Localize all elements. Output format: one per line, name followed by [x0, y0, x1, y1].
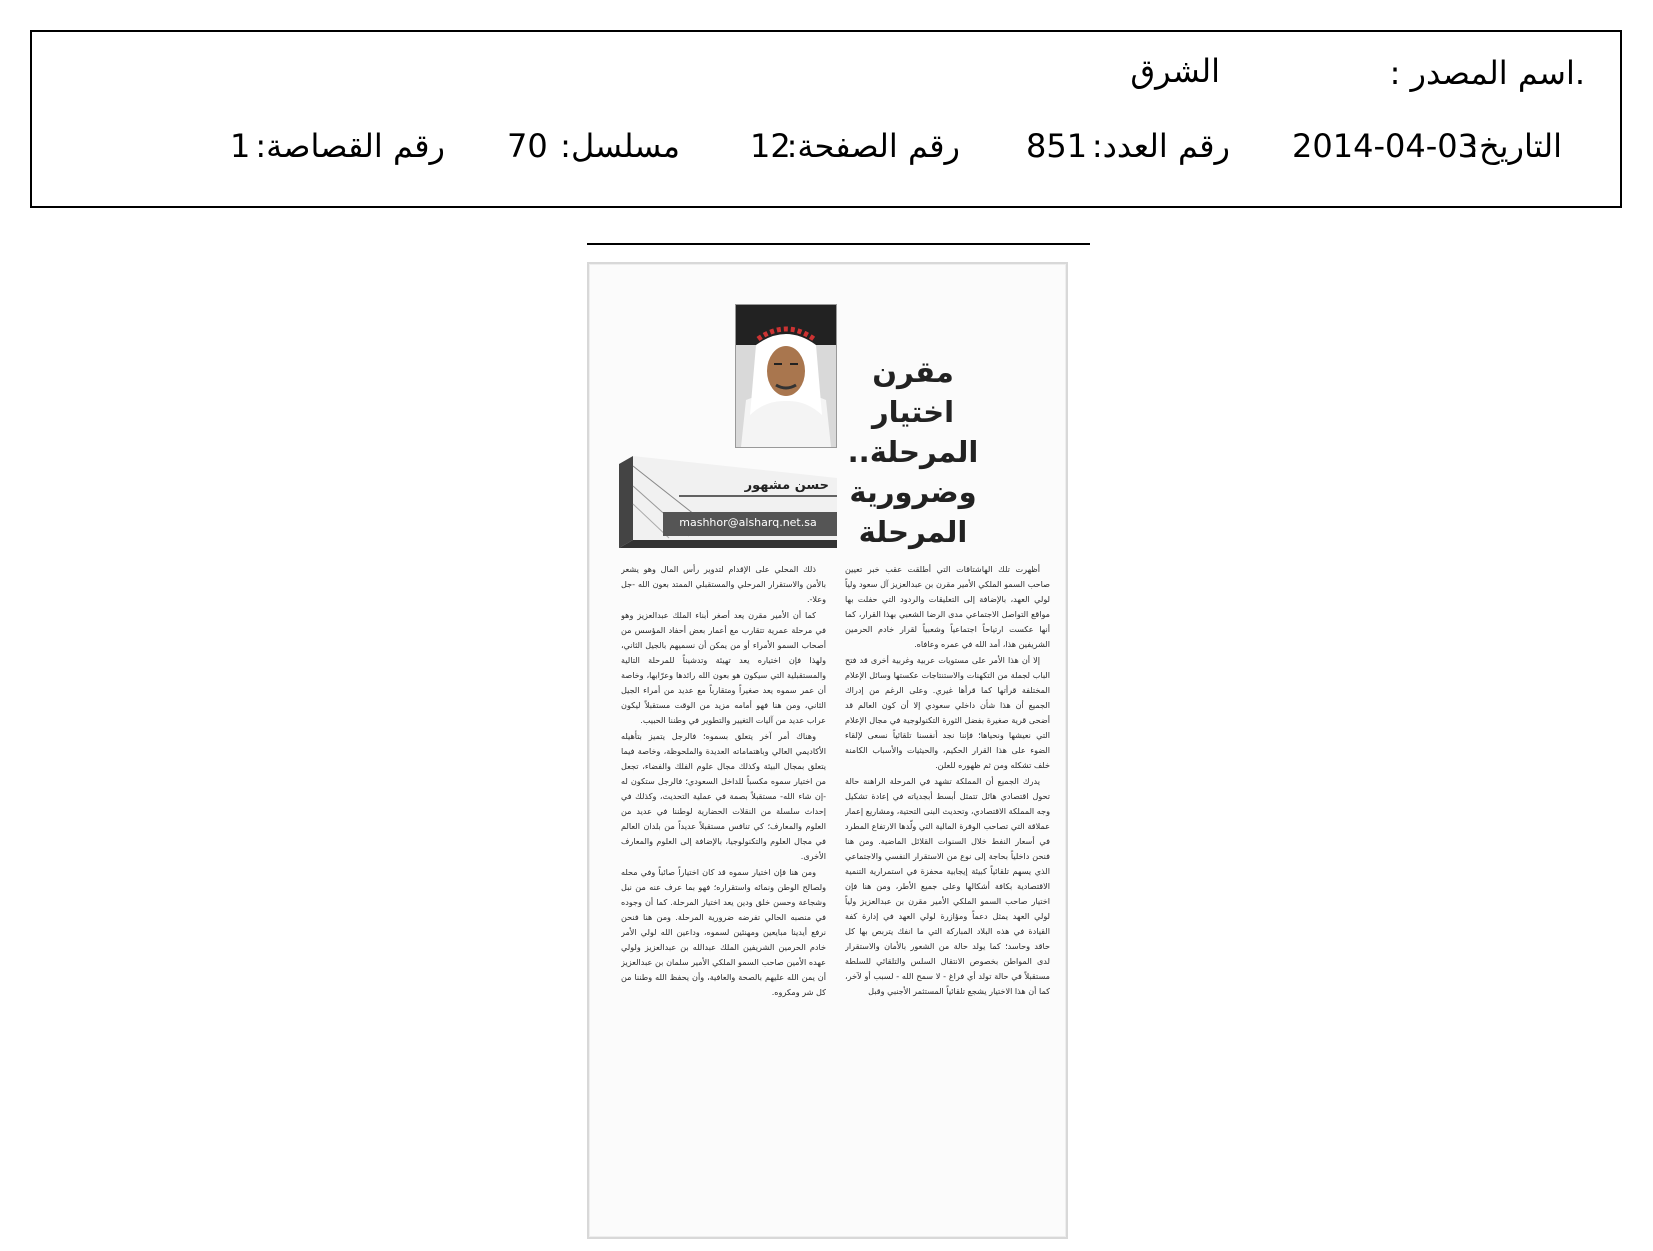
article-paragraph: كما أن الأمير مقرن يعد أصغر أبناء الملك عبدالعزيز وهو في مرحلة عمرية تتقارب مع أعمار بعض أحفاد المؤسس من أصحاب السمو الأمراء أو من يمكن أن نسميهم بالجيل الثاني، ولهذا فإن اختياره يعد تهيئة وتدشيناً للمرحلة التالية والمستقبلية التي سيكون هو بعون الله رائدها وعرّابها، وخاصة أن عمر سموه يعد صغيراً ومتقارباً مع عديد من أمراء الجيل الثاني، ومن هنا فهو أمامه مزيد من الوقت مستقبلاً ليكون عراب عديد من آليات التغيير والتطوير في وطننا الحبيب.: [621, 610, 826, 725]
article-column-right: [845, 562, 1050, 1230]
clip-label: رقم القصاصة:: [255, 127, 445, 165]
separator-rule: [587, 243, 1090, 245]
page-value: 12: [750, 127, 791, 165]
article-paragraph: إلا أن هذا الأمر على مستويات عربية وغربية أخرى قد فتح الباب لجملة من التكهنات والاستنتاجات عكستها وسائل الإعلام المختلفة قرأتها كما قرأها غيري. وعلى الرغم من إدراك الجميع أن هذا شأن داخلي سعودي إلا أن كون العالم قد أضحى قرية صغيرة بفضل الثورة التكنولوجية في مجال الإعلام التي نعيشها ونحياها؛ فإننا نجد أنفسنا تلقائياً نسعى لإلقاء الضوء على هذا القرار الحكيم، والحيثيات والأسباب الكامنة خلف تشكله ومن ثم ظهوره للعلن.: [845, 655, 1050, 770]
article-paragraph: ومن هنا فإن اختيار سموه قد كان اختياراً صائباً وفي محله ولصالح الوطن ونمائه واستقراره؛ فهو بما عرف عنه من نبل وشجاعة وحسن خلق ودين يعد اختيار المرحلة. كما أن وجوده في منصبه الحالي تفرضه ضرورية المرحلة. ومن هنا فنحن نرفع أيدينا مبايعين ومهنئين لسموه، وداعين الله لولي الأمر خادم الحرمين الشريفين الملك عبدالله بن عبدالعزيز ولولي عهده الأمين صاحب السمو الملكي الأمير سلمان بن عبدالعزيز أن يمن الله عليهم بالصحة والعافية، وأن يحفظ الله وطننا من كل شر ومكروه.: [621, 867, 826, 997]
serial-value: 70: [507, 127, 548, 165]
issue-label: رقم العدد:: [1091, 127, 1230, 165]
serial-label: مسلسل:: [560, 127, 680, 165]
article-paragraph: ذلك المحلي على الإقدام لتدوير رأس المال وهو يشعر بالأمن والاستقرار المرحلي والمستقبلي الممتد بعون الله -جل وعلا-.: [621, 564, 826, 604]
source-value: الشرق: [1130, 52, 1220, 90]
article-paragraph: وهناك أمر آخر يتعلق بسموه؛ فالرجل يتميز بتأهيله الأكاديمي العالي وباهتماماته العديدة والملحوظة، وخاصة فيما يتعلق بمجال البيئة وكذلك مجال علوم الفلك والفضاء، تجعل من اختيار سموه مكسباً للداخل السعودي؛ فالرجل ستكون له -إن شاء الله- مستقبلاً بصمة في عملية التحديث، وكذلك في إحداث سلسلة من النقلات الحضارية لوطننا في عديد من العلوم والمعارف؛ كي تنافس مستقبلاً عديداً من بلدان العالم في مجال العلوم والتكنولوجيا، بالإضافة إلى العلوم والمعارف الأخرى.: [621, 731, 826, 861]
issue-value: 851: [1026, 127, 1088, 165]
article-paragraph: يدرك الجميع أن المملكة تشهد في المرحلة الراهنة حالة تحول اقتصادي هائل تتمثل أبسط أبجدياته في إعادة تشكيل وجه المملكة الاقتصادي، وتحديث البنى التحتية، ومشاريع إعمار عملاقة التي تصاحب الوفرة المالية التي ولّدها الارتفاع المطرد في أسعار النفط خلال السنوات القلائل الماضية. ومن هنا فنحن داخلياً بحاجة إلى نوع من الاستقرار النفسي والاجتماعي الذي يسهم تلقائياً كبيئة إيجابية محفزة في استمرارية التنمية الاقتصادية بكافة أشكالها وعلى جميع الأطر، ومن هنا فإن اختيار صاحب السمو الملكي الأمير مقرن بن عبدالعزيز ولياً لولي العهد يمثل دعماً ومؤازرة لولي العهد في إدارة كفة القيادة في هذه البلاد المباركة التي ما انفك يتربص بها كل حاقد وحاسد؛ كما يولد حالة من الشعور بالأمان والاستقرار لدى المواطن بخصوص الانتقال السلس والتلقائي للسلطة مستقبلاً في حالة تولد أي فراغ - لا سمح الله - لسبب أو لآخر، كما أن هذا الاختيار يشجع تلقائياً المستثمر الأجنبي وقبل: [845, 776, 1050, 996]
article-headline: مقرن اختيار المرحلة.. وضرورية المرحلة: [847, 355, 979, 549]
date-value: 2014-04-03: [1292, 127, 1478, 165]
header-box: [30, 30, 1622, 208]
author-email: mashhor@alsharq.net.sa: [679, 516, 817, 529]
newspaper-clipping: [587, 262, 1068, 1239]
author-name: حسن مشهور: [744, 478, 829, 493]
author-banner: [619, 456, 837, 548]
article-column-left: [621, 562, 826, 1230]
clip-value: 1: [230, 127, 251, 165]
page-label: رقم الصفحة:: [786, 127, 960, 165]
date-label: التاريخ:: [1468, 127, 1562, 165]
author-photo: [735, 304, 837, 448]
source-label: .اسم المصدر :: [1389, 54, 1585, 92]
article-paragraph: أظهرت تلك الهاشتاقات التي أطلقت عقب خبر تعيين صاحب السمو الملكي الأمير مقرن بن عبدالعزيز آل سعود ولياً لولي العهد، بالإضافة إلى التعليقات والردود التي حفلت بها مواقع التواصل الاجتماعي مدى الرضا الشعبي بهذا القرار، كما أنها عكست ارتياحاً اجتماعياً وشعبياً لقرار خادم الحرمين الشريفين هذا، أمد الله في عمره وعافاه.: [845, 564, 1050, 649]
